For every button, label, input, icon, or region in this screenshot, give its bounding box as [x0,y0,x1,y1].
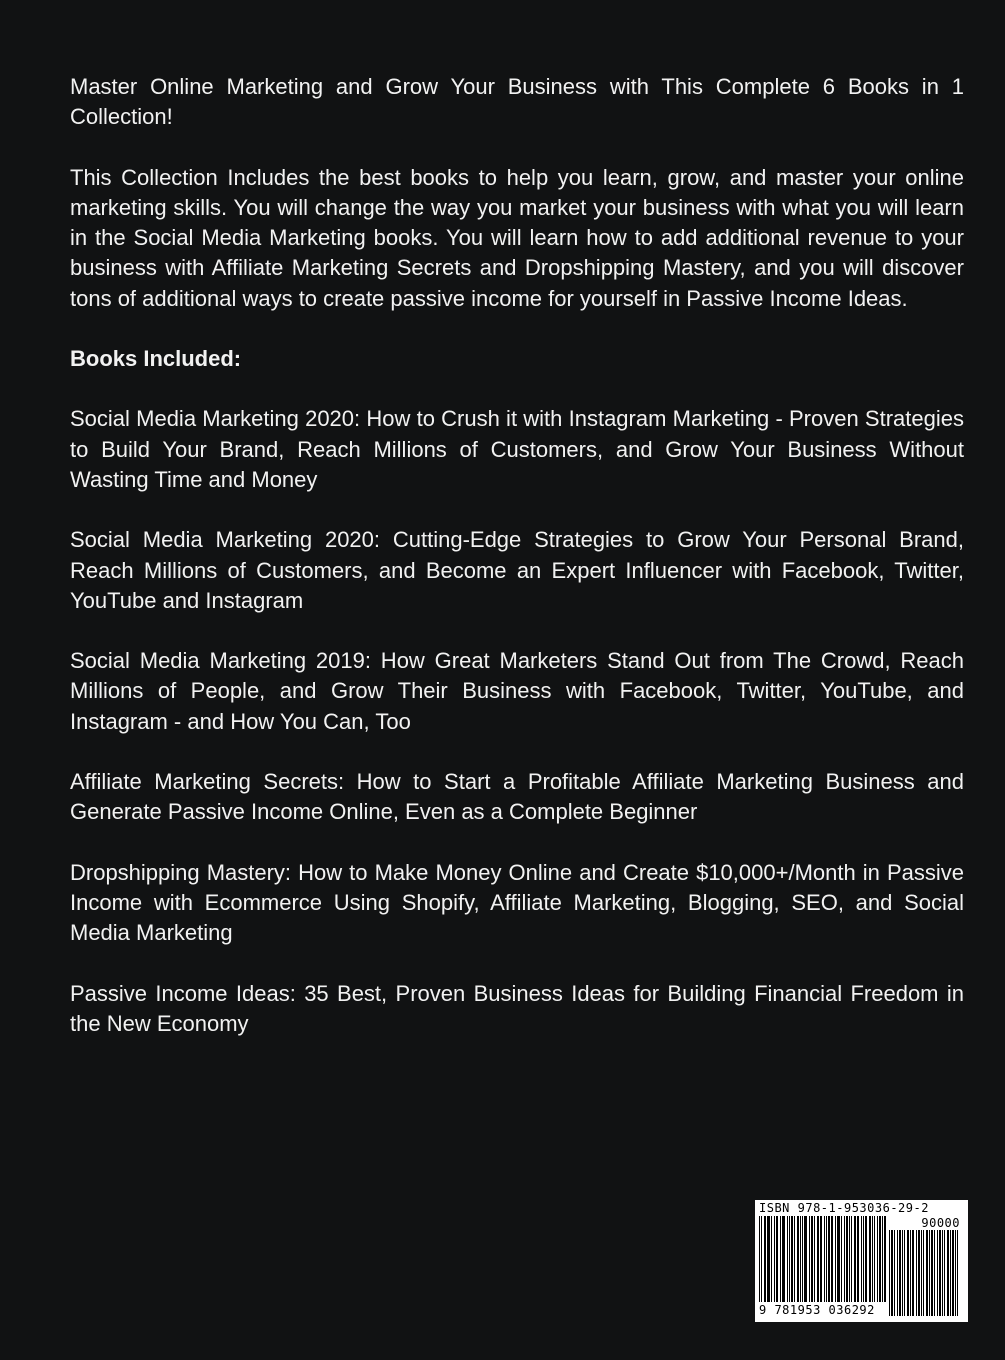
intro-paragraph: Master Online Marketing and Grow Your Business with This Complete 6 Books in 1 Collection! [70,74,964,130]
back-cover-text [70,72,964,1069]
book-entry: Social Media Marketing 2020: Cutting-Edge Strategies to Grow Your Personal Brand, Reach Millions of Customers, and Become an Expert Influencer with Facebook, Twitter, YouTube and Instagram [70,527,964,613]
isbn-label: ISBN 978-1-953036-29-2 [759,1201,929,1215]
books-included-heading: Books Included: [70,346,242,372]
book-entry: Affiliate Marketing Secrets: How to Start a Profitable Affiliate Marketing Business and Generate Passive Income Online, Even as a Complete Beginner [70,769,964,825]
ean-digits: 9 781953 036292 [759,1303,875,1317]
book-entry: Dropshipping Mastery: How to Make Money Online and Create $10,000+/Month in Passive Income with Ecommerce Using Shopify, Affiliate Marketing, Blogging, SEO, and Social Media Marketing [70,859,964,946]
book-entry: Social Media Marketing 2020: How to Crush it with Instagram Marketing - Proven Strategies to Build Your Brand, Reach Millions of Customers, and Grow Your Business Without Wasting Time and Money [70,406,964,492]
supplement-barcode-icon [889,1230,961,1316]
book-entry: Social Media Marketing 2019: How Great Marketers Stand Out from The Crowd, Reach Millions of People, and Grow Their Business with Facebook, Twitter, YouTube, and Instagram - and How You Can, Too [70,648,964,734]
description-paragraph: This Collection Includes the best books to help you learn, grow, and master your online marketing skills. You will change the way you market your business with what you will learn in the Social Media Marketing books. You will learn how to add additional revenue to your business with Affiliate Marketing Secrets and Dropshipping Mastery, and you will discover tons of additional ways to create passive income for yourself in Passive Income Ideas. [70,164,964,311]
price-code: 90000 [921,1216,960,1230]
book-entry: Passive Income Ideas: 35 Best, Proven Business Ideas for Building Financial Freedom in the New Economy [70,980,964,1036]
barcode-bars-icon [759,1216,887,1302]
